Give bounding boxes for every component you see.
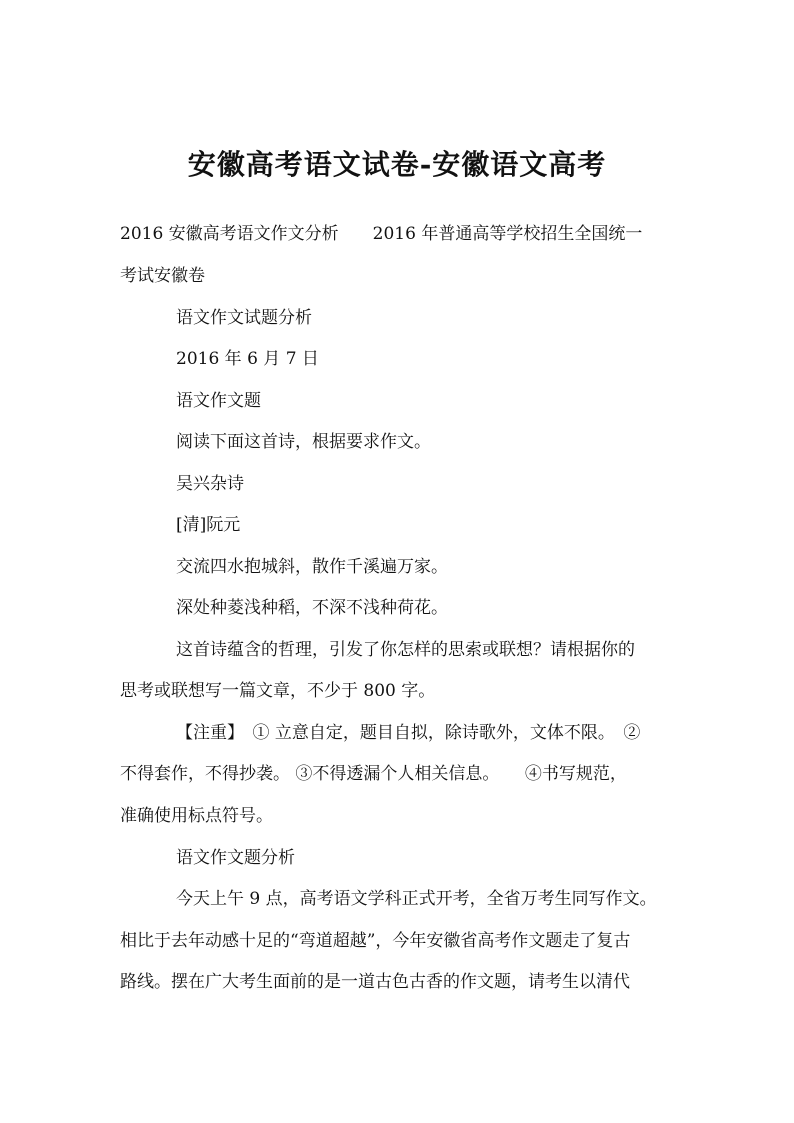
paragraph-line: 这首诗蕴含的哲理，引发了你怎样的思索或联想？请根据你的	[176, 640, 635, 660]
paragraph-line: 准确使用标点符号。	[120, 806, 273, 826]
paragraph-line: 深处种菱浅种稻，不深不浅种荷花。	[176, 598, 448, 618]
paragraph-line: 2016 年 6 月 7 日	[176, 349, 319, 369]
paragraph-line: 语文作文试题分析	[176, 308, 312, 328]
paragraph-line: 2016 安徽高考语文作文分析 2016 年普通高等学校招生全国统一	[120, 224, 643, 244]
paragraph-line: 交流四水抱城斜，散作千溪遍万家。	[176, 557, 448, 577]
paragraph-line: 语文作文题	[176, 391, 261, 411]
paragraph-line: [清]阮元	[176, 515, 241, 535]
paragraph-line: 路线。摆在广大考生面前的是一道古色古香的作文题，请考生以清代	[120, 972, 630, 992]
paragraph-line: 阅读下面这首诗，根据要求作文。	[176, 432, 431, 452]
paragraph-line: 今天上午 9 点，高考语文学科正式开考，全省万考生同写作文。	[176, 889, 657, 909]
paragraph-line: 不得套作，不得抄袭。 ③不得透漏个人相关信息。 ④书写规范，	[120, 764, 627, 784]
paragraph-line: 【注重】 ① 立意自定，题目自拟，除诗歌外，文体不限。 ②	[176, 723, 641, 743]
paragraph-line: 吴兴杂诗	[176, 474, 244, 494]
paragraph-line: 思考或联想写一篇文章，不少于 800 字。	[120, 681, 436, 701]
document-title: 安徽高考语文试卷-安徽语文高考	[187, 148, 607, 181]
paragraph-line: 考试安徽卷	[120, 266, 205, 286]
paragraph-line: 语文作文题分析	[176, 848, 295, 868]
paragraph-line: 相比于去年动感十足的“弯道超越”，今年安徽省高考作文题走了复古	[120, 931, 631, 951]
